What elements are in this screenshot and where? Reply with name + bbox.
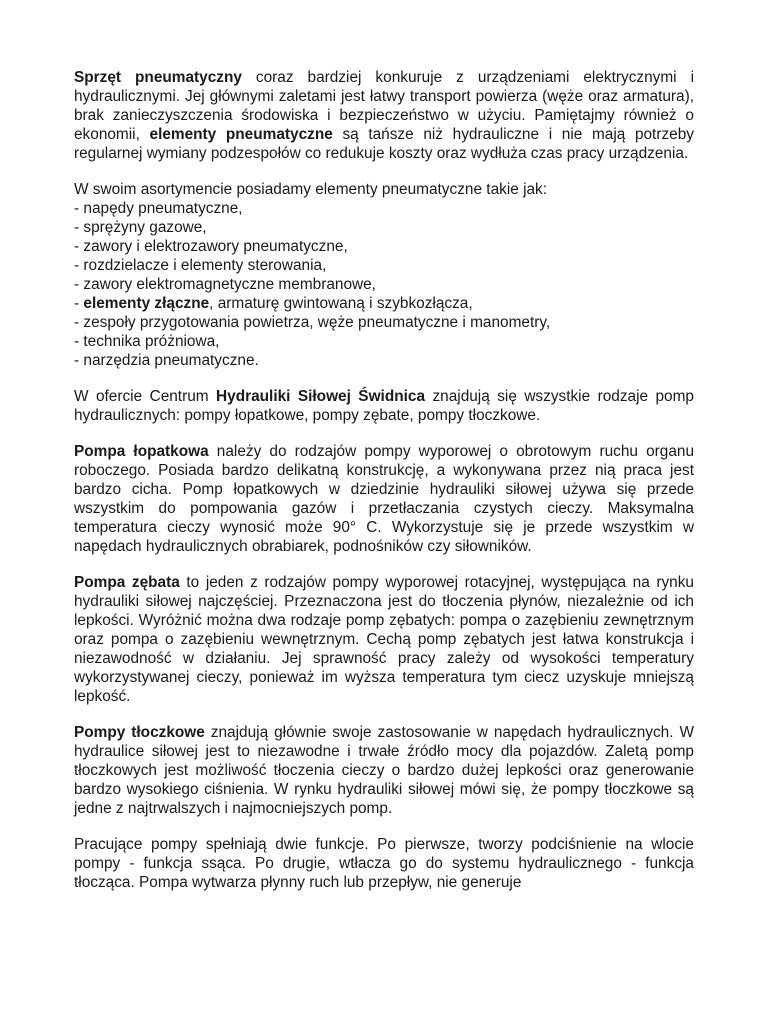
list-item: - rozdzielacze i elementy sterowania, <box>74 257 327 274</box>
paragraph-text: Pracujące pompy spełniają dwie funkcje. Po pierwsze, tworzy podciśnienie na wlocie pompy - funkcja ssąca. Po drugie, wtłacza go do systemu hydraulicznego - funkcja tłocząca. Pompa wytwarza płynny ruch lub przepływ, nie generuje <box>74 836 694 891</box>
list-item: - narzędzia pneumatyczne. <box>74 352 259 369</box>
bold-term: elementy złączne <box>83 295 210 312</box>
list-item <box>74 294 694 313</box>
list-item: - sprężyny gazowe, <box>74 219 207 236</box>
list-intro: W swoim asortymencie posiadamy elementy pneumatyczne takie jak: <box>74 181 548 198</box>
paragraph-text: coraz bardziej konkuruje z urządzeniami elektrycznymi i hydraulicznymi. Jej głównymi zaletami jest łatwy transport powierza (węże oraz armatura), brak zanieczyszczenia środowiska i bezpieczeństwo w użyciu. Pamiętajmy również o ekonomii, <box>74 69 694 143</box>
paragraph-gear-pump <box>74 573 694 706</box>
document-page <box>74 68 694 909</box>
bold-term: Pompa zębata <box>74 574 180 591</box>
paragraph-text: znajdują się wszystkie rodzaje pomp hydraulicznych: pompy łopatkowe, pompy zębate, pompy tłoczkowe. <box>74 388 694 424</box>
paragraph-text: W ofercie Centrum <box>74 388 217 405</box>
paragraph-pump-functions <box>74 835 694 892</box>
list-item-text: , armaturę gwintowaną i szybkozłącza, <box>209 295 473 312</box>
list-item: - zawory i elektrozawory pneumatyczne, <box>74 238 348 255</box>
bold-term: Sprzęt pneumatyczny <box>74 69 242 86</box>
bold-term: elementy pneumatyczne <box>149 126 333 143</box>
list-item: - napędy pneumatyczne, <box>74 200 243 217</box>
bold-term: Pompa łopatkowa <box>74 443 209 460</box>
paragraph-text: znajdują głównie swoje zastosowanie w napędach hydraulicznych. W hydraulice siłowej jest to niezawodne i trwałe źródło mocy dla pojazdów. Zaletą pomp tłoczkowych jest możliwość tłoczenia cieczy o bardzo dużej lepkości oraz generowanie bardzo wysokiego ciśnienia. W rynku hydrauliki siłowej mówi się, że pompy tłoczkowe są jedne z najtrwalszych i najmocniejszych pomp. <box>74 724 694 817</box>
paragraph-piston-pumps <box>74 723 694 818</box>
list-item: - technika próżniowa, <box>74 333 220 350</box>
paragraph-pneumatic-intro <box>74 68 694 163</box>
list-item: - zespoły przygotowania powietrza, węże pneumatyczne i manometry, <box>74 314 551 331</box>
assortment-list <box>74 180 694 370</box>
paragraph-offer <box>74 387 694 425</box>
paragraph-text: są tańsze niż hydrauliczne i nie mają potrzeby regularnej wymiany podzespołów co redukuje koszty oraz wydłuża czas pracy urządzenia. <box>74 126 694 162</box>
paragraph-text: należy do rodzajów pompy wyporowej o obrotowym ruchu organu roboczego. Posiada bardzo delikatną konstrukcję, a wykonywana przez nią praca jest bardzo cicha. Pomp łopatkowych w dziedzinie hydrauliki siłowej używa się przede wszystkim do pompowania gazów i przetłaczania czystych cieczy. Maksymalna temperatura cieczy wynosić może 90° C. Wykorzystuje się je przede wszystkim w napędach hydraulicznych obrabiarek, podnośników czy siłowników. <box>74 443 695 555</box>
bold-term: Hydrauliki Siłowej Świdnica <box>216 388 426 405</box>
paragraph-text: to jeden z rodzajów pompy wyporowej rotacyjnej, występująca na rynku hydrauliki siłowej najczęściej. Przeznaczona jest do tłoczenia płynów, niezależnie od ich lepkości. Wyróżnić można dwa rodzaje pomp zębatych: pompa o zazębieniu zewnętrznym oraz pompa o zazębieniu wewnętrznym. Cechą pomp zębatych jest łatwa konstrukcja i niezawodność w działaniu. Jej sprawność pracy zależy od wysokości temperatury wykorzystywanej cieczy, ponieważ im wyższa temperatura tym ciecz uzyskuje mniejszą lepkość. <box>74 574 694 705</box>
paragraph-vane-pump <box>74 442 694 556</box>
list-item-prefix: - <box>74 295 84 312</box>
list-item: - zawory elektromagnetyczne membranowe, <box>74 276 376 293</box>
bold-term: Pompy tłoczkowe <box>74 724 205 741</box>
